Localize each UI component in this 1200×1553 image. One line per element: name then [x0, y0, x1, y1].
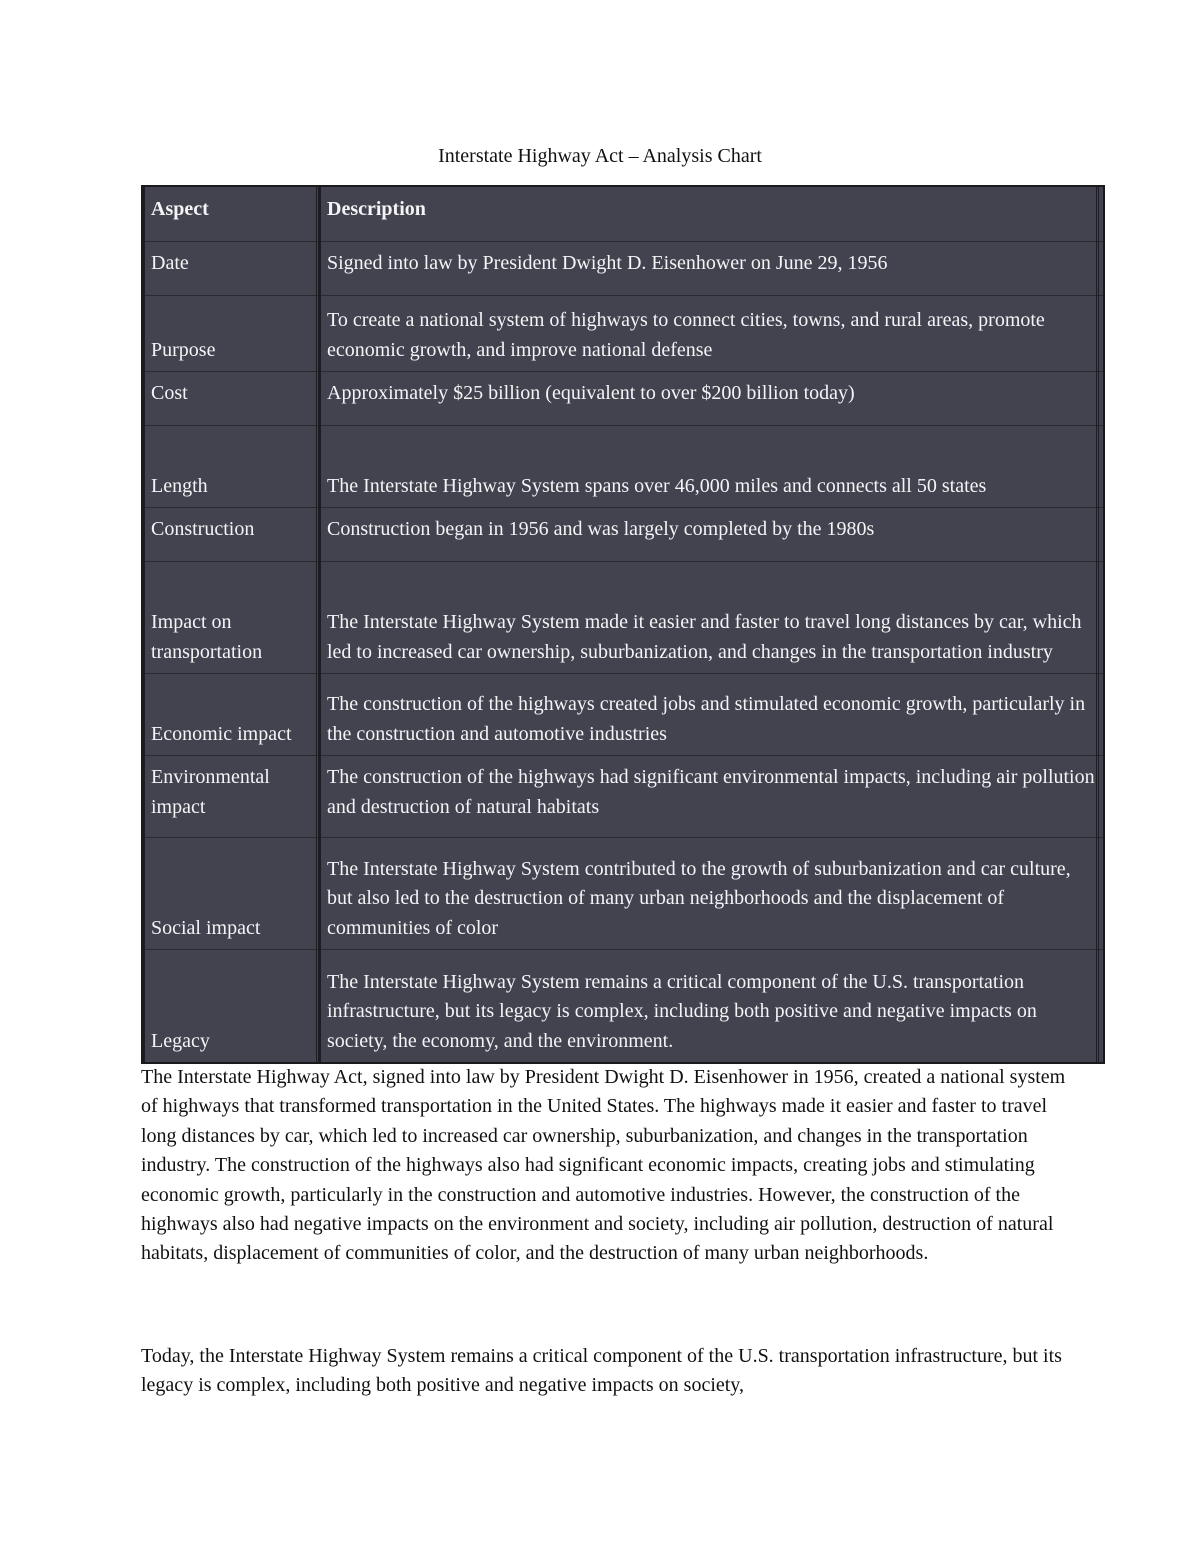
table-header-row	[143, 187, 1103, 242]
row-description: The Interstate Highway System contributed to the growth of suburbanization and car culture, but also led to the destruction of many urban neighborhoods and the displacement of communities of color	[319, 837, 1099, 949]
row-aspect: Legacy	[143, 949, 319, 1062]
table-row	[143, 241, 1103, 296]
row-description: The Interstate Highway System spans over 46,000 miles and connects all 50 states	[319, 425, 1099, 507]
row-description: Approximately $25 billion (equivalent to over $200 billion today)	[319, 371, 1099, 425]
table-row	[143, 755, 1103, 838]
row-description: The Interstate Highway System remains a critical component of the U.S. transportation infrastructure, but its legacy is complex, including both positive and negative impacts on society, the economy, and the environment.	[319, 949, 1099, 1062]
row-aspect: Length	[143, 425, 319, 507]
table-row	[143, 673, 1103, 756]
row-aspect: Economic impact	[143, 673, 319, 755]
row-aspect: Cost	[143, 371, 319, 425]
row-aspect: Social impact	[143, 837, 319, 949]
row-description: The construction of the highways created jobs and stimulated economic growth, particularly in the construction and automotive industries	[319, 673, 1099, 755]
row-aspect: Impact on transportation	[143, 561, 319, 673]
analysis-chart-table	[141, 185, 1105, 1064]
table-row	[143, 949, 1103, 1062]
table-row	[143, 295, 1103, 372]
row-description: The Interstate Highway System made it easier and faster to travel long distances by car, which led to increased car ownership, suburbanization, and changes in the transportation industry	[319, 561, 1099, 673]
row-description: To create a national system of highways to connect cities, towns, and rural areas, promote economic growth, and improve national defense	[319, 295, 1099, 371]
row-aspect: Purpose	[143, 295, 319, 371]
table-row	[143, 425, 1103, 508]
table-row	[143, 371, 1103, 426]
row-aspect: Environmental impact	[143, 755, 319, 837]
row-description: The construction of the highways had significant environmental impacts, including air pollution and destruction of natural habitats	[319, 755, 1099, 837]
body-paragraph: The Interstate Highway Act, signed into law by President Dwight D. Eisenhower in 1956, created a national system of highways that transformed transportation in the United States. The highways made it easier and faster to travel long distances by car, which led to increased car ownership, suburbanization, and changes in the transportation industry. The construction of the highways also had significant economic impacts, creating jobs and stimulating economic growth, particularly in the construction and automotive industries. However, the construction of the highways also had negative impacts on the environment and society, including air pollution, destruction of natural habitats, displacement of communities of color, and the destruction of many urban neighborhoods.	[141, 1066, 1066, 1265]
row-aspect: Date	[143, 241, 319, 295]
header-aspect: Aspect	[143, 187, 319, 241]
row-description: Construction began in 1956 and was largely completed by the 1980s	[319, 507, 1099, 561]
table-row	[143, 507, 1103, 562]
header-description: Description	[319, 187, 1099, 241]
row-aspect: Construction	[143, 507, 319, 561]
body-paragraph: Today, the Interstate Highway System remains a critical component of the U.S. transportation infrastructure, but its legacy is complex, including both positive and negative impacts on society,	[141, 1345, 1062, 1397]
table-row	[143, 837, 1103, 950]
table-row	[143, 561, 1103, 674]
document-title: Interstate Highway Act – Analysis Chart	[438, 145, 762, 167]
row-description: Signed into law by President Dwight D. Eisenhower on June 29, 1956	[319, 241, 1099, 295]
